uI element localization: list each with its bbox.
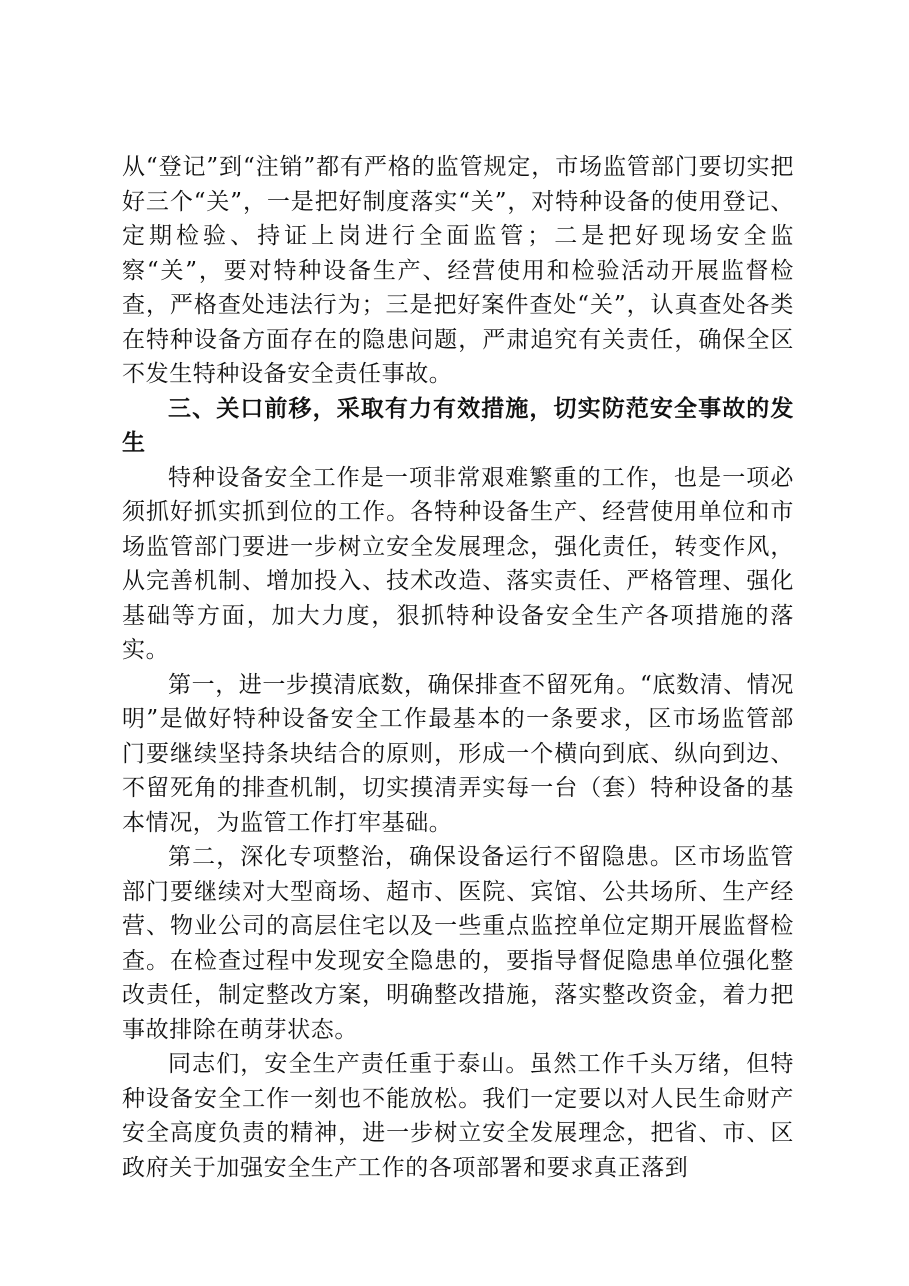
paragraph-registration-oversight: 从“登记”到“注销”都有严格的监管规定，市场监管部门要切实把好三个“关”，一是把好制度落实“关”，对特种设备的使用登记、定期检验、持证上岗进行全面监管；二是把好现场安全监察“关”，要对特种设备生产、经营使用和检验活动开展监督检查，严格查处违法行为；三是把好案件查处“关”，认真查处各类在特种设备方面存在的隐患问题，严肃追究有关责任，确保全区不发生特种设备安全责任事故。 xyxy=(122,154,794,387)
section-heading-three: 三、关口前移，采取有力有效措施，切实防范安全事故的发生 xyxy=(122,395,794,456)
paragraph-point-one: 第一，进一步摸清底数，确保排查不留死角。“底数清、情况明”是做好特种设备安全工作最基本的一条要求，区市场监管部门要继续坚持条块结合的原则，形成一个横向到底、纵向到边、不留死角的排查机制，切实摸清弄实每一台（套）特种设备的基本情况，为监管工作打牢基础。 xyxy=(122,671,794,836)
paragraph-closing: 同志们，安全生产责任重于泰山。虽然工作千头万绪，但特种设备安全工作一刻也不能放松。我们一定要以对人民生命财产安全高度负责的精神，进一步树立安全发展理念，把省、市、区政府关于加强安全生产工作的各项部署和要求真正落到 xyxy=(122,1051,794,1181)
paragraph-safety-work-overview: 特种设备安全工作是一项非常艰难繁重的工作，也是一项必须抓好抓实抓到位的工作。各特种设备生产、经营使用单位和市场监管部门要进一步树立安全发展理念，强化责任，转变作风，从完善机制、增加投入、技术改造、落实责任、严格管理、强化基础等方面，加大力度，狠抓特种设备安全生产各项措施的落实。 xyxy=(122,464,794,663)
document-body xyxy=(122,150,794,1185)
paragraph-point-two: 第二，深化专项整治，确保设备运行不留隐患。区市场监管部门要继续对大型商场、超市、医院、宾馆、公共场所、生产经营、物业公司的高层住宅以及一些重点监控单位定期开展监督检查。在检查过程中发现安全隐患的，要指导督促隐患单位强化整改责任，制定整改方案，明确整改措施，落实整改资金，着力把事故排除在萌芽状态。 xyxy=(122,844,794,1043)
